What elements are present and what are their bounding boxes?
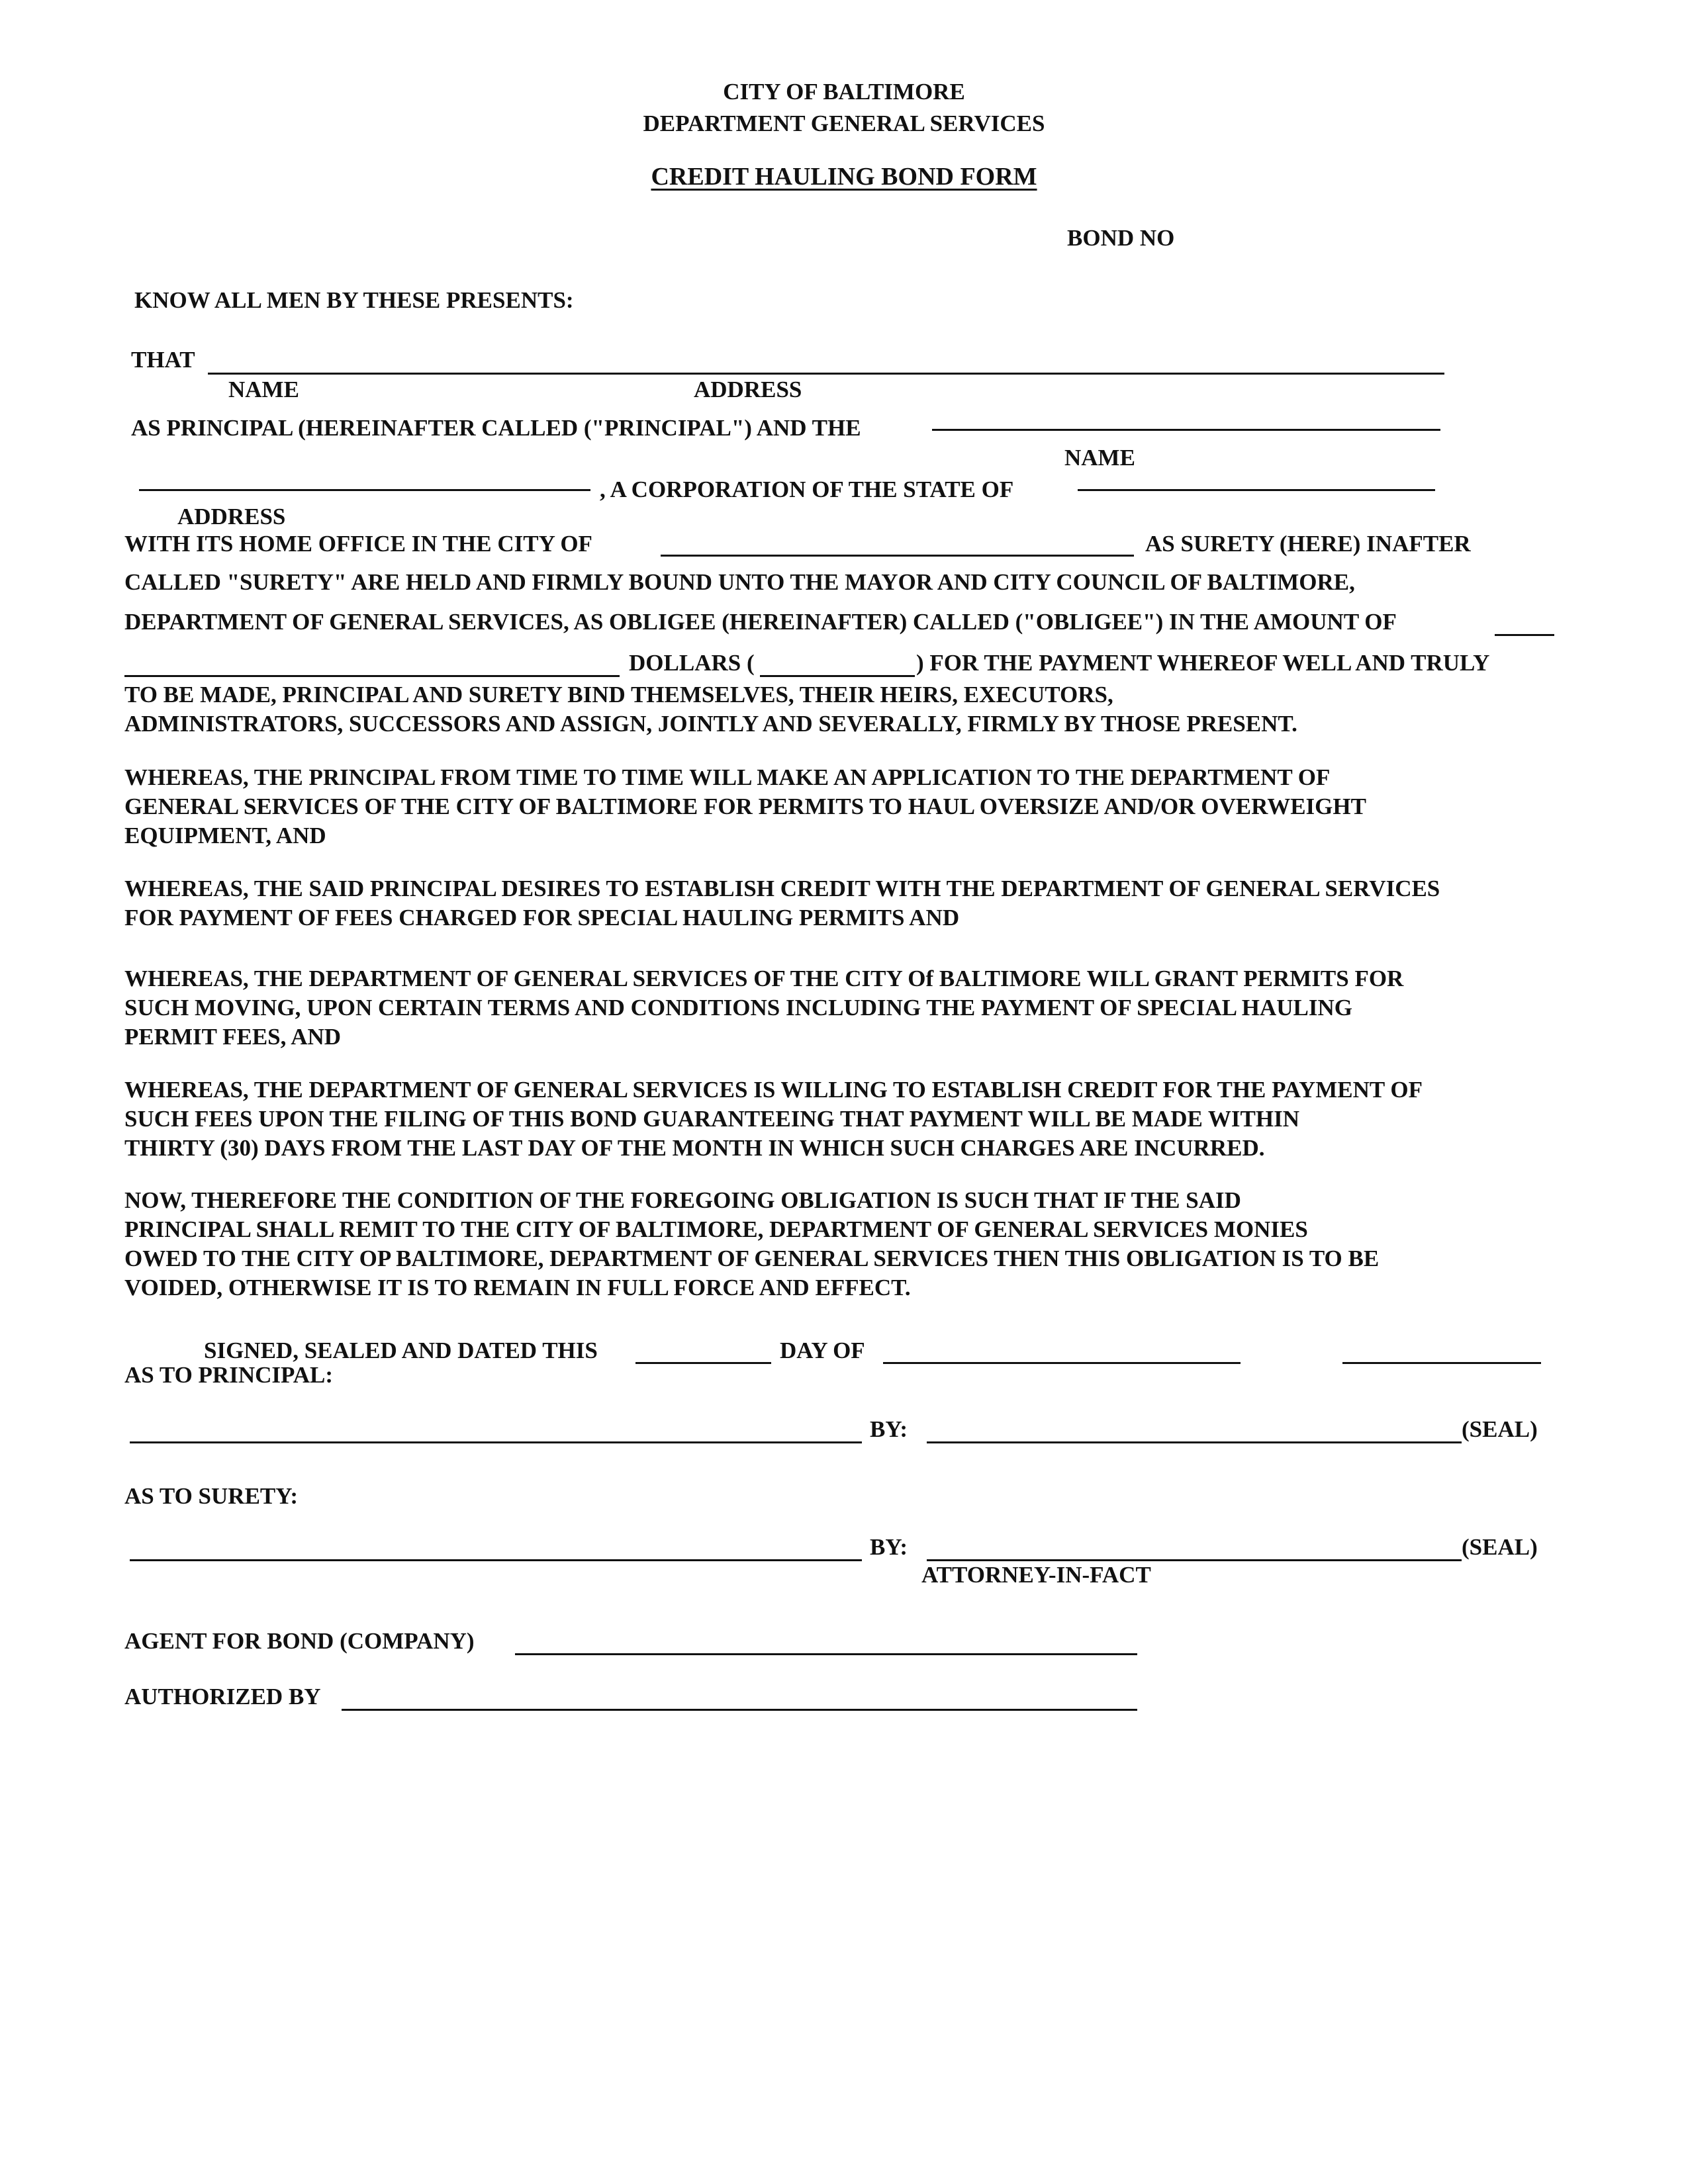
surety-address-line[interactable]	[139, 489, 590, 491]
surety-address-label: ADDRESS	[177, 504, 286, 529]
principal-seal-label: (SEAL)	[1462, 1416, 1538, 1442]
agent-for-bond-line[interactable]	[515, 1653, 1137, 1655]
that-label: THAT	[131, 347, 195, 373]
attorney-in-fact-label: ATTORNEY-IN-FACT	[921, 1562, 1151, 1588]
whereas-1-line-1: WHEREAS, THE PRINCIPAL FROM TIME TO TIME WILL MAKE AN APPLICATION TO THE DEPARTMENT OF	[124, 764, 1331, 790]
know-all-men: KNOW ALL MEN BY THESE PRESENTS:	[134, 287, 574, 313]
surety-signature-line[interactable]	[130, 1559, 862, 1561]
surety-seal-label: (SEAL)	[1462, 1534, 1538, 1560]
principal-name-address-line[interactable]	[208, 373, 1444, 375]
whereas-3-line-1: WHEREAS, THE DEPARTMENT OF GENERAL SERVICES OF THE CITY Of BALTIMORE WILL GRANT PERMITS FOR	[124, 966, 1404, 991]
surety-by-label: BY:	[870, 1534, 908, 1560]
authorized-by-label: AUTHORIZED BY	[124, 1684, 321, 1709]
day-line[interactable]	[635, 1362, 771, 1364]
whereas-2-line-1: WHEREAS, THE SAID PRINCIPAL DESIRES TO ESTABLISH CREDIT WITH THE DEPARTMENT OF GENERAL SERVICES	[124, 876, 1440, 901]
authorized-by-line[interactable]	[342, 1709, 1137, 1711]
bond-no-label: BOND NO	[1067, 225, 1175, 251]
whereas-4-line-2: SUCH FEES UPON THE FILING OF THIS BOND GUARANTEEING THAT PAYMENT WILL BE MADE WITHIN	[124, 1106, 1300, 1132]
amount-words-line[interactable]	[124, 675, 620, 677]
principal-by-line[interactable]	[927, 1441, 1462, 1443]
condition-line-2: PRINCIPAL SHALL REMIT TO THE CITY OF BALTIMORE, DEPARTMENT OF GENERAL SERVICES MONIES	[124, 1216, 1308, 1242]
called-surety-text: CALLED "SURETY" ARE HELD AND FIRMLY BOUND UNTO THE MAYOR AND CITY COUNCIL OF BALTIMORE,	[124, 569, 1355, 595]
dollars-label: DOLLARS (	[629, 650, 755, 676]
day-of-text: DAY OF	[780, 1338, 865, 1363]
whereas-4-line-1: WHEREAS, THE DEPARTMENT OF GENERAL SERVICES IS WILLING TO ESTABLISH CREDIT FOR THE PAYMENT OF	[124, 1077, 1423, 1103]
address-label: ADDRESS	[694, 377, 802, 402]
principal-by-label: BY:	[870, 1416, 908, 1442]
dept-obligee-text: DEPARTMENT OF GENERAL SERVICES, AS OBLIGEE (HEREINAFTER) CALLED ("OBLIGEE") IN THE AMOUNT OF	[124, 609, 1397, 635]
as-to-principal-label: AS TO PRINCIPAL:	[124, 1362, 334, 1388]
as-to-surety-label: AS TO SURETY:	[124, 1483, 298, 1509]
state-line[interactable]	[1078, 489, 1435, 491]
as-principal-text: AS PRINCIPAL (HEREINAFTER CALLED ("PRINCIPAL") AND THE	[131, 415, 861, 441]
bind-line-2: ADMINISTRATORS, SUCCESSORS AND ASSIGN, JOINTLY AND SEVERALLY, FIRMLY BY THOSE PRESENT.	[124, 711, 1297, 737]
condition-line-3: OWED TO THE CITY OP BALTIMORE, DEPARTMENT OF GENERAL SERVICES THEN THIS OBLIGATION IS TO BE	[124, 1246, 1380, 1271]
whereas-3-line-2: SUCH MOVING, UPON CERTAIN TERMS AND CONDITIONS INCLUDING THE PAYMENT OF SPECIAL HAULING	[124, 995, 1352, 1021]
surety-name-label: NAME	[1064, 445, 1135, 471]
whereas-1-line-3: EQUIPMENT, AND	[124, 823, 326, 848]
month-line[interactable]	[883, 1362, 1241, 1364]
whereas-1-line-2: GENERAL SERVICES OF THE CITY OF BALTIMORE FOR PERMITS TO HAUL OVERSIZE AND/OR OVERWEIGHT	[124, 794, 1366, 819]
amount-figures-line[interactable]	[760, 675, 915, 677]
home-office-text: WITH ITS HOME OFFICE IN THE CITY OF	[124, 531, 592, 557]
header-city: CITY OF BALTIMORE	[723, 79, 965, 105]
as-surety-text: AS SURETY (HERE) INAFTER	[1145, 531, 1471, 557]
whereas-3-line-3: PERMIT FEES, AND	[124, 1024, 342, 1050]
name-label: NAME	[228, 377, 299, 402]
bind-line-1: TO BE MADE, PRINCIPAL AND SURETY BIND THEMSELVES, THEIR HEIRS, EXECUTORS,	[124, 682, 1113, 707]
amount-line-start[interactable]	[1495, 634, 1554, 636]
condition-line-4: VOIDED, OTHERWISE IT IS TO REMAIN IN FULL FORCE AND EFFECT.	[124, 1275, 911, 1300]
payment-whereof-text: ) FOR THE PAYMENT WHEREOF WELL AND TRULY	[916, 650, 1490, 676]
whereas-2-line-2: FOR PAYMENT OF FEES CHARGED FOR SPECIAL HAULING PERMITS AND	[124, 905, 960, 931]
header-department: DEPARTMENT GENERAL SERVICES	[643, 111, 1045, 136]
agent-for-bond-label: AGENT FOR BOND (COMPANY)	[124, 1628, 475, 1654]
surety-name-line[interactable]	[932, 429, 1440, 431]
principal-signature-line[interactable]	[130, 1441, 862, 1443]
corporation-text: , A CORPORATION OF THE STATE OF	[600, 477, 1014, 502]
whereas-4-line-3: THIRTY (30) DAYS FROM THE LAST DAY OF THE MONTH IN WHICH SUCH CHARGES ARE INCURRED.	[124, 1135, 1265, 1161]
signed-sealed-text: SIGNED, SEALED AND DATED THIS	[204, 1338, 598, 1363]
form-title: CREDIT HAULING BOND FORM	[651, 163, 1037, 191]
year-line[interactable]	[1342, 1362, 1541, 1364]
home-office-city-line[interactable]	[661, 555, 1134, 557]
condition-line-1: NOW, THEREFORE THE CONDITION OF THE FOREGOING OBLIGATION IS SUCH THAT IF THE SAID	[124, 1187, 1241, 1213]
